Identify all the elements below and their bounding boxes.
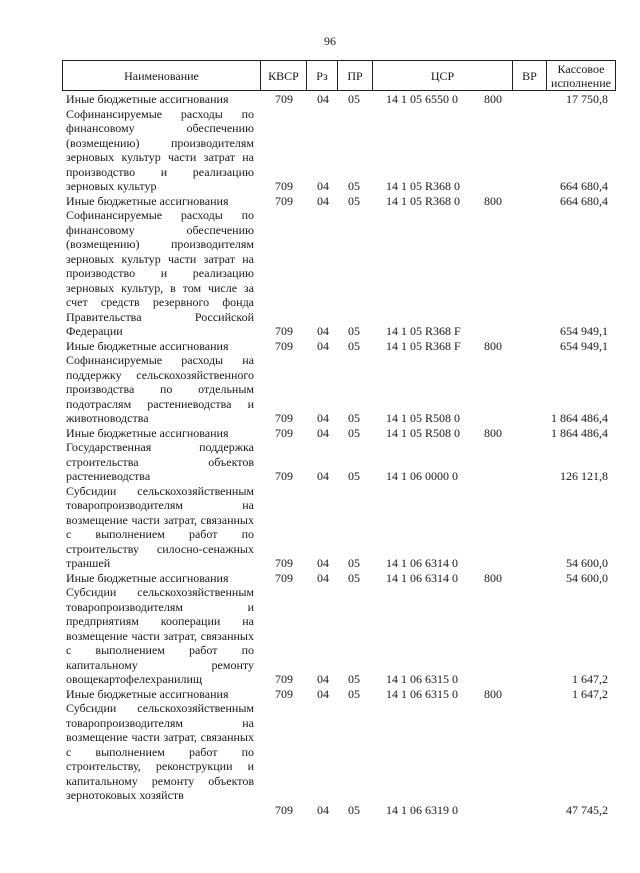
row-rz: 04 bbox=[317, 411, 329, 425]
header-vr: ВР bbox=[513, 61, 547, 90]
row-csr: 14 1 06 6319 0 bbox=[386, 802, 458, 817]
row-vr: 800 bbox=[484, 193, 502, 208]
row-csr: 14 1 05 R508 0 bbox=[386, 425, 461, 440]
row-execution: 1 864 486,4 bbox=[551, 411, 608, 425]
row-kvsr: 709 bbox=[275, 672, 293, 686]
row-pr: 05 bbox=[348, 556, 360, 570]
row-execution: 54 600,0 bbox=[566, 570, 608, 585]
header-rz: Рз bbox=[307, 61, 338, 90]
row-rz: 04 bbox=[317, 802, 329, 817]
row-csr: 14 1 06 0000 0 bbox=[386, 469, 458, 483]
row-execution: 654 949,1 bbox=[560, 338, 608, 353]
row-execution: 54 600,0 bbox=[566, 556, 608, 570]
table-body bbox=[0, 92, 640, 817]
row-pr: 05 bbox=[348, 802, 360, 817]
header-csr: ЦСР bbox=[373, 61, 513, 90]
row-vr: 800 bbox=[484, 92, 502, 106]
row-name: Субсидии сельскохозяйственным товаропроизводителям и предприятиям кооперации на возмещение части затрат, связанных с выполнением работ по капитальному ремонту овощекартофелехранилищ bbox=[66, 585, 254, 686]
header-execution: Кассовое исполнение bbox=[551, 61, 611, 90]
row-pr: 05 bbox=[348, 338, 360, 353]
row-name: Иные бюджетные ассигнования bbox=[66, 338, 229, 353]
table-row bbox=[0, 440, 640, 484]
row-pr: 05 bbox=[348, 193, 360, 208]
row-kvsr: 709 bbox=[275, 556, 293, 570]
row-name: Иные бюджетные ассигнования bbox=[66, 570, 229, 585]
row-name: Иные бюджетные ассигнования bbox=[66, 193, 229, 208]
row-csr: 14 1 05 R368 0 bbox=[386, 179, 461, 193]
header-name: Наименование bbox=[63, 61, 261, 90]
row-kvsr: 709 bbox=[275, 411, 293, 425]
row-pr: 05 bbox=[348, 411, 360, 425]
row-kvsr: 709 bbox=[275, 324, 293, 338]
row-name: Государственная поддержка строительства объектов растениеводства bbox=[66, 440, 254, 483]
row-csr: 14 1 06 6315 0 bbox=[386, 672, 458, 686]
row-rz: 04 bbox=[317, 324, 329, 338]
row-csr: 14 1 05 R508 0 bbox=[386, 411, 461, 425]
row-execution: 1 864 486,4 bbox=[551, 425, 608, 440]
row-csr: 14 1 05 6550 0 bbox=[386, 92, 458, 106]
row-execution: 126 121,8 bbox=[560, 469, 608, 483]
row-kvsr: 709 bbox=[275, 686, 293, 701]
table-row bbox=[0, 585, 640, 687]
row-rz: 04 bbox=[317, 338, 329, 353]
row-name: Иные бюджетные ассигнования bbox=[66, 425, 229, 440]
row-csr: 14 1 05 R368 F bbox=[386, 338, 461, 353]
table-row bbox=[0, 92, 640, 107]
table-row bbox=[0, 701, 640, 817]
row-execution: 1 647,2 bbox=[572, 672, 608, 686]
row-execution: 664 680,4 bbox=[560, 193, 608, 208]
row-rz: 04 bbox=[317, 570, 329, 585]
row-pr: 05 bbox=[348, 179, 360, 193]
row-pr: 05 bbox=[348, 686, 360, 701]
row-kvsr: 709 bbox=[275, 802, 293, 817]
header-kvsr: КВСР bbox=[261, 61, 307, 90]
row-name: Субсидии сельскохозяйственным товаропроизводителям на возмещение части затрат, связанных с выполнением работ по строительству силосно-сенажных траншей bbox=[66, 483, 254, 570]
row-rz: 04 bbox=[317, 193, 329, 208]
row-vr: 800 bbox=[484, 686, 502, 701]
row-kvsr: 709 bbox=[275, 338, 293, 353]
row-kvsr: 709 bbox=[275, 469, 293, 483]
row-execution: 654 949,1 bbox=[560, 324, 608, 338]
table-header bbox=[62, 60, 616, 91]
table-row bbox=[0, 426, 640, 441]
page-number: 96 bbox=[324, 34, 336, 48]
row-execution: 17 750,8 bbox=[566, 92, 608, 106]
row-execution: 664 680,4 bbox=[560, 179, 608, 193]
row-rz: 04 bbox=[317, 92, 329, 106]
table-row bbox=[0, 484, 640, 571]
row-csr: 14 1 06 6315 0 bbox=[386, 686, 458, 701]
row-pr: 05 bbox=[348, 425, 360, 440]
row-csr: 14 1 06 6314 0 bbox=[386, 570, 458, 585]
row-kvsr: 709 bbox=[275, 92, 293, 106]
row-vr: 800 bbox=[484, 338, 502, 353]
table-row bbox=[0, 208, 640, 339]
row-csr: 14 1 06 6314 0 bbox=[386, 556, 458, 570]
row-execution: 1 647,2 bbox=[572, 686, 608, 701]
row-pr: 05 bbox=[348, 469, 360, 483]
table-row bbox=[0, 339, 640, 354]
row-kvsr: 709 bbox=[275, 193, 293, 208]
row-rz: 04 bbox=[317, 425, 329, 440]
row-name: Иные бюджетные ассигнования bbox=[66, 92, 229, 106]
row-name: Софинансируемые расходы по финансовому обеспечению (возмещению) производителям зерновых культур части затрат на производство и реализацию зерновых культур, в том числе за счет средств резервного фонда Правительства Российской Федерации bbox=[66, 208, 254, 338]
row-pr: 05 bbox=[348, 672, 360, 686]
row-kvsr: 709 bbox=[275, 179, 293, 193]
row-name: Субсидии сельскохозяйственным товаропроизводителям на возмещение части затрат, связанных с выполнением работ по строительству, реконструкции и капитальному ремонту объектов зернотоковых хозяйств bbox=[66, 701, 254, 802]
row-kvsr: 709 bbox=[275, 570, 293, 585]
row-rz: 04 bbox=[317, 469, 329, 483]
row-name: Иные бюджетные ассигнования bbox=[66, 686, 229, 701]
row-kvsr: 709 bbox=[275, 425, 293, 440]
header-pr: ПР bbox=[338, 61, 373, 90]
table-row bbox=[0, 107, 640, 194]
row-vr: 800 bbox=[484, 570, 502, 585]
row-csr: 14 1 05 R368 F bbox=[386, 324, 461, 338]
row-name: Софинансируемые расходы по финансовому обеспечению (возмещению) производителям зерновых культур части затрат на производство и реализацию зерновых культур bbox=[66, 106, 254, 193]
row-rz: 04 bbox=[317, 672, 329, 686]
table-row bbox=[0, 571, 640, 586]
table-row bbox=[0, 687, 640, 702]
table-row bbox=[0, 353, 640, 426]
row-csr: 14 1 05 R368 0 bbox=[386, 193, 461, 208]
row-name: Софинансируемые расходы на поддержку сельскохозяйственного производства по отдельным подотраслям растениеводства и животноводства bbox=[66, 353, 254, 425]
row-execution: 47 745,2 bbox=[566, 802, 608, 817]
table-row bbox=[0, 194, 640, 209]
row-pr: 05 bbox=[348, 92, 360, 106]
row-rz: 04 bbox=[317, 556, 329, 570]
row-vr: 800 bbox=[484, 425, 502, 440]
row-pr: 05 bbox=[348, 324, 360, 338]
row-rz: 04 bbox=[317, 686, 329, 701]
row-pr: 05 bbox=[348, 570, 360, 585]
row-rz: 04 bbox=[317, 179, 329, 193]
